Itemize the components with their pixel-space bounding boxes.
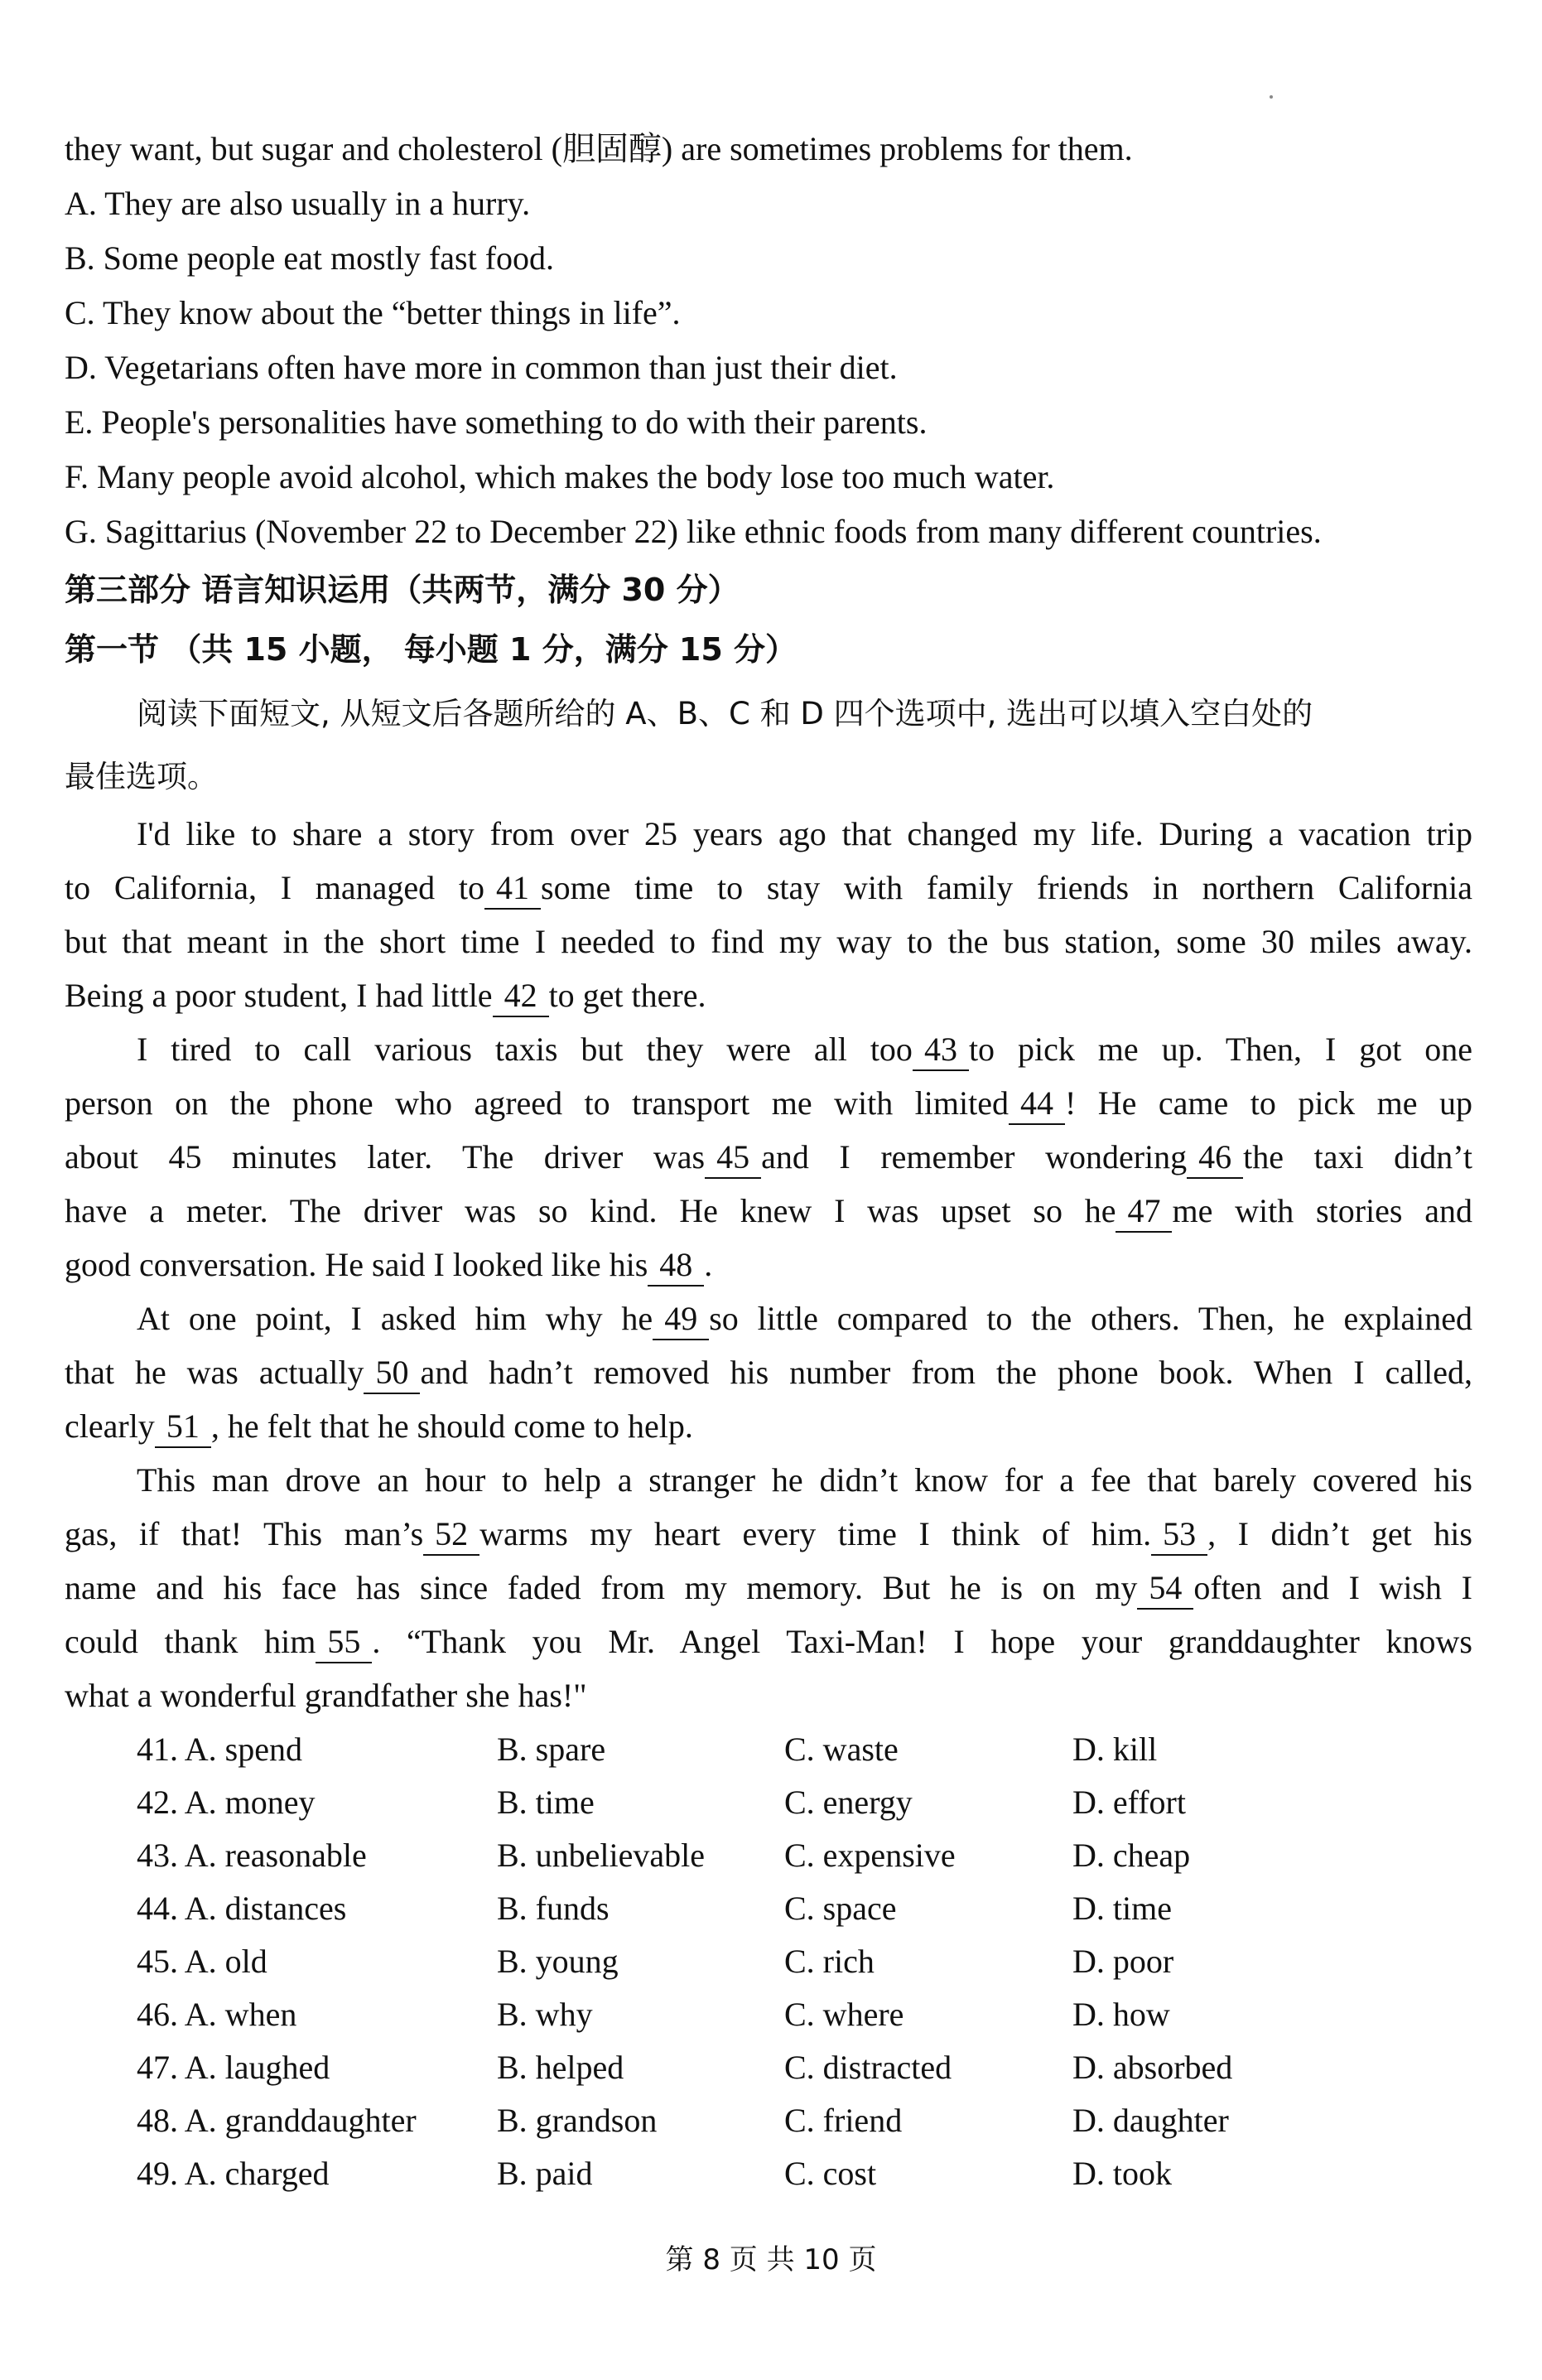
option-a: 47. A. laughed	[137, 2049, 330, 2086]
option-b: B. grandson	[497, 2102, 658, 2139]
blank-43: 43	[913, 1030, 969, 1071]
option-d: D. Vegetarians often have more in common than just their diet.	[65, 349, 898, 386]
passage-line	[65, 1615, 1472, 1668]
blank-53: 53	[1151, 1514, 1207, 1556]
blank-48: 48	[648, 1245, 704, 1287]
option-a: 41. A. spend	[137, 1731, 302, 1768]
passage-line: what a wonderful grandfather she has!"	[65, 1677, 587, 1714]
question-45-options	[137, 1935, 1296, 1988]
blank-52: 52	[423, 1514, 479, 1556]
passage-text: person on the phone who agreed to transport me with limited	[65, 1084, 1009, 1122]
blank-51: 51	[155, 1407, 211, 1448]
option-d: D. cheap	[1072, 1837, 1191, 1874]
passage-text: to California, I managed to	[65, 869, 484, 906]
passage-text: often and I wish I	[1193, 1569, 1472, 1606]
blank-46: 46	[1187, 1137, 1243, 1179]
option-a: 42. A. money	[137, 1784, 316, 1821]
blank-50: 50	[364, 1353, 420, 1394]
option-b: B. unbelievable	[497, 1837, 706, 1874]
option-d: D. poor	[1072, 1943, 1174, 1980]
option-d: D. took	[1072, 2155, 1172, 2192]
passage-text: the taxi didn’t	[1243, 1138, 1472, 1176]
option-c: C. energy	[784, 1784, 913, 1821]
option-g: G. Sagittarius (November 22 to December 22) like ethnic foods from many different countries.	[65, 513, 1322, 550]
option-d: D. time	[1072, 1890, 1172, 1927]
option-c: C. where	[784, 1996, 904, 2033]
passage-line	[137, 1023, 1472, 1076]
passage-line: but that meant in the short time I needed to find my way to the bus station, some 30 miles away.	[65, 923, 1472, 960]
passage-line	[65, 1400, 1472, 1453]
passage-text: . “Thank you Mr. Angel Taxi-Man! I hope your granddaughter knows	[372, 1623, 1472, 1660]
passage-text: good conversation. He said I looked like his	[65, 1246, 648, 1283]
option-b: B. young	[497, 1943, 619, 1980]
question-46-options	[137, 1988, 1296, 2041]
option-c: C. waste	[784, 1731, 899, 1768]
passage-text: to get there.	[548, 977, 706, 1014]
passage-line: This man drove an hour to help a stranger he didn’t know for a fee that barely covered his	[137, 1461, 1472, 1499]
option-a: 45. A. old	[137, 1943, 267, 1980]
instructions-line-1: 阅读下面短文, 从短文后各题所给的 A、B、C 和 D 四个选项中, 选出可以填入空白处的	[137, 696, 1313, 731]
option-a: 43. A. reasonable	[137, 1837, 367, 1874]
option-f: F. Many people avoid alcohol, which makes the body lose too much water.	[65, 458, 1055, 495]
question-42-options	[137, 1776, 1296, 1829]
option-a: 44. A. distances	[137, 1890, 347, 1927]
passage-text: ! He came to pick me up	[1065, 1084, 1472, 1122]
passage-text: At one point, I asked him why he	[137, 1300, 653, 1337]
section1-heading: 第一节 （共 15 小题， 每小题 1 分，满分 15 分）	[65, 631, 798, 668]
question-44-options	[137, 1882, 1296, 1935]
option-c: C. distracted	[784, 2049, 952, 2086]
passage-text: some time to stay with family friends in northern California	[541, 869, 1472, 906]
passage-line	[65, 969, 1472, 1022]
passage-text: I tired to call various taxis but they were all too	[137, 1031, 913, 1068]
question-47-options	[137, 2041, 1296, 2094]
blank-55: 55	[316, 1622, 372, 1663]
option-b: B. spare	[497, 1731, 606, 1768]
option-c: C. friend	[784, 2102, 903, 2139]
passage-line	[65, 1346, 1472, 1399]
question-43-options	[137, 1829, 1296, 1882]
passage-line	[65, 1508, 1472, 1561]
question-41-options	[137, 1723, 1296, 1776]
text-line: they want, but sugar and cholesterol (胆固醇) are sometimes problems for them.	[65, 130, 1133, 167]
passage-line	[65, 1131, 1472, 1184]
passage-text: that he was actually	[65, 1354, 364, 1391]
passage-text: me with stories and	[1172, 1192, 1472, 1229]
instructions-line-2: 最佳选项。	[65, 759, 218, 794]
passage-line	[65, 1185, 1472, 1238]
question-48-options	[137, 2094, 1296, 2147]
option-b: B. paid	[497, 2155, 593, 2192]
blank-41: 41	[484, 868, 541, 910]
blank-54: 54	[1137, 1568, 1193, 1610]
option-c: C. expensive	[784, 1837, 956, 1874]
passage-text: , I didn’t get his	[1207, 1515, 1472, 1552]
option-d: D. how	[1072, 1996, 1170, 2033]
blank-47: 47	[1116, 1191, 1172, 1233]
scan-speck	[1270, 95, 1273, 99]
option-a: 46. A. when	[137, 1996, 297, 2033]
passage-text: clearly	[65, 1407, 155, 1445]
passage-line	[65, 1562, 1472, 1615]
option-c: C. cost	[784, 2155, 877, 2192]
option-c: C. rich	[784, 1943, 875, 1980]
part3-heading: 第三部分 语言知识运用（共两节，满分 30 分）	[65, 572, 740, 608]
passage-text: .	[704, 1246, 713, 1283]
option-c: C. They know about the “better things in life”.	[65, 294, 681, 331]
page-footer: 第 8 页 共 10 页	[665, 2243, 877, 2276]
option-d: D. absorbed	[1072, 2049, 1233, 2086]
option-a: 48. A. granddaughter	[137, 2102, 417, 2139]
passage-line	[65, 1077, 1472, 1130]
passage-text: so little compared to the others. Then, he explained	[709, 1300, 1472, 1337]
option-b: B. why	[497, 1996, 593, 2033]
blank-42: 42	[493, 976, 549, 1017]
passage-line	[65, 862, 1472, 915]
option-d: D. daughter	[1072, 2102, 1229, 2139]
blank-44: 44	[1009, 1084, 1065, 1125]
blank-45: 45	[705, 1137, 761, 1179]
passage-line	[137, 1292, 1472, 1345]
option-b: B. helped	[497, 2049, 624, 2086]
passage-text: , he felt that he should come to help.	[210, 1407, 693, 1445]
option-b: B. time	[497, 1784, 595, 1821]
option-b: B. funds	[497, 1890, 610, 1927]
option-e: E. People's personalities have something to do with their parents.	[65, 403, 928, 441]
option-d: D. kill	[1072, 1731, 1158, 1768]
passage-text: about 45 minutes later. The driver was	[65, 1138, 706, 1176]
option-a: 49. A. charged	[137, 2155, 330, 2192]
passage-text: name and his face has since faded from my memory. But he is on my	[65, 1569, 1138, 1606]
option-d: D. effort	[1072, 1784, 1186, 1821]
passage-text: have a meter. The driver was so kind. He knew I was upset so he	[65, 1192, 1116, 1229]
passage-text: warms my heart every time I think of him.	[479, 1515, 1152, 1552]
passage-text: to pick me up. Then, I got one	[968, 1031, 1472, 1068]
passage-text: could thank him	[65, 1623, 316, 1660]
question-49-options	[137, 2147, 1296, 2200]
passage-text: gas, if that! This man’s	[65, 1515, 424, 1552]
option-b: B. Some people eat mostly fast food.	[65, 239, 555, 277]
blank-49: 49	[653, 1299, 709, 1340]
passage-line	[65, 1238, 1472, 1291]
option-a: A. They are also usually in a hurry.	[65, 185, 531, 222]
passage-text: and hadn’t removed his number from the phone book. When I called,	[420, 1354, 1473, 1391]
passage-text: and I remember wondering	[761, 1138, 1188, 1176]
passage-line: I'd like to share a story from over 25 years ago that changed my life. During a vacation trip	[137, 815, 1472, 852]
option-c: C. space	[784, 1890, 897, 1927]
passage-text: Being a poor student, I had little	[65, 977, 493, 1014]
